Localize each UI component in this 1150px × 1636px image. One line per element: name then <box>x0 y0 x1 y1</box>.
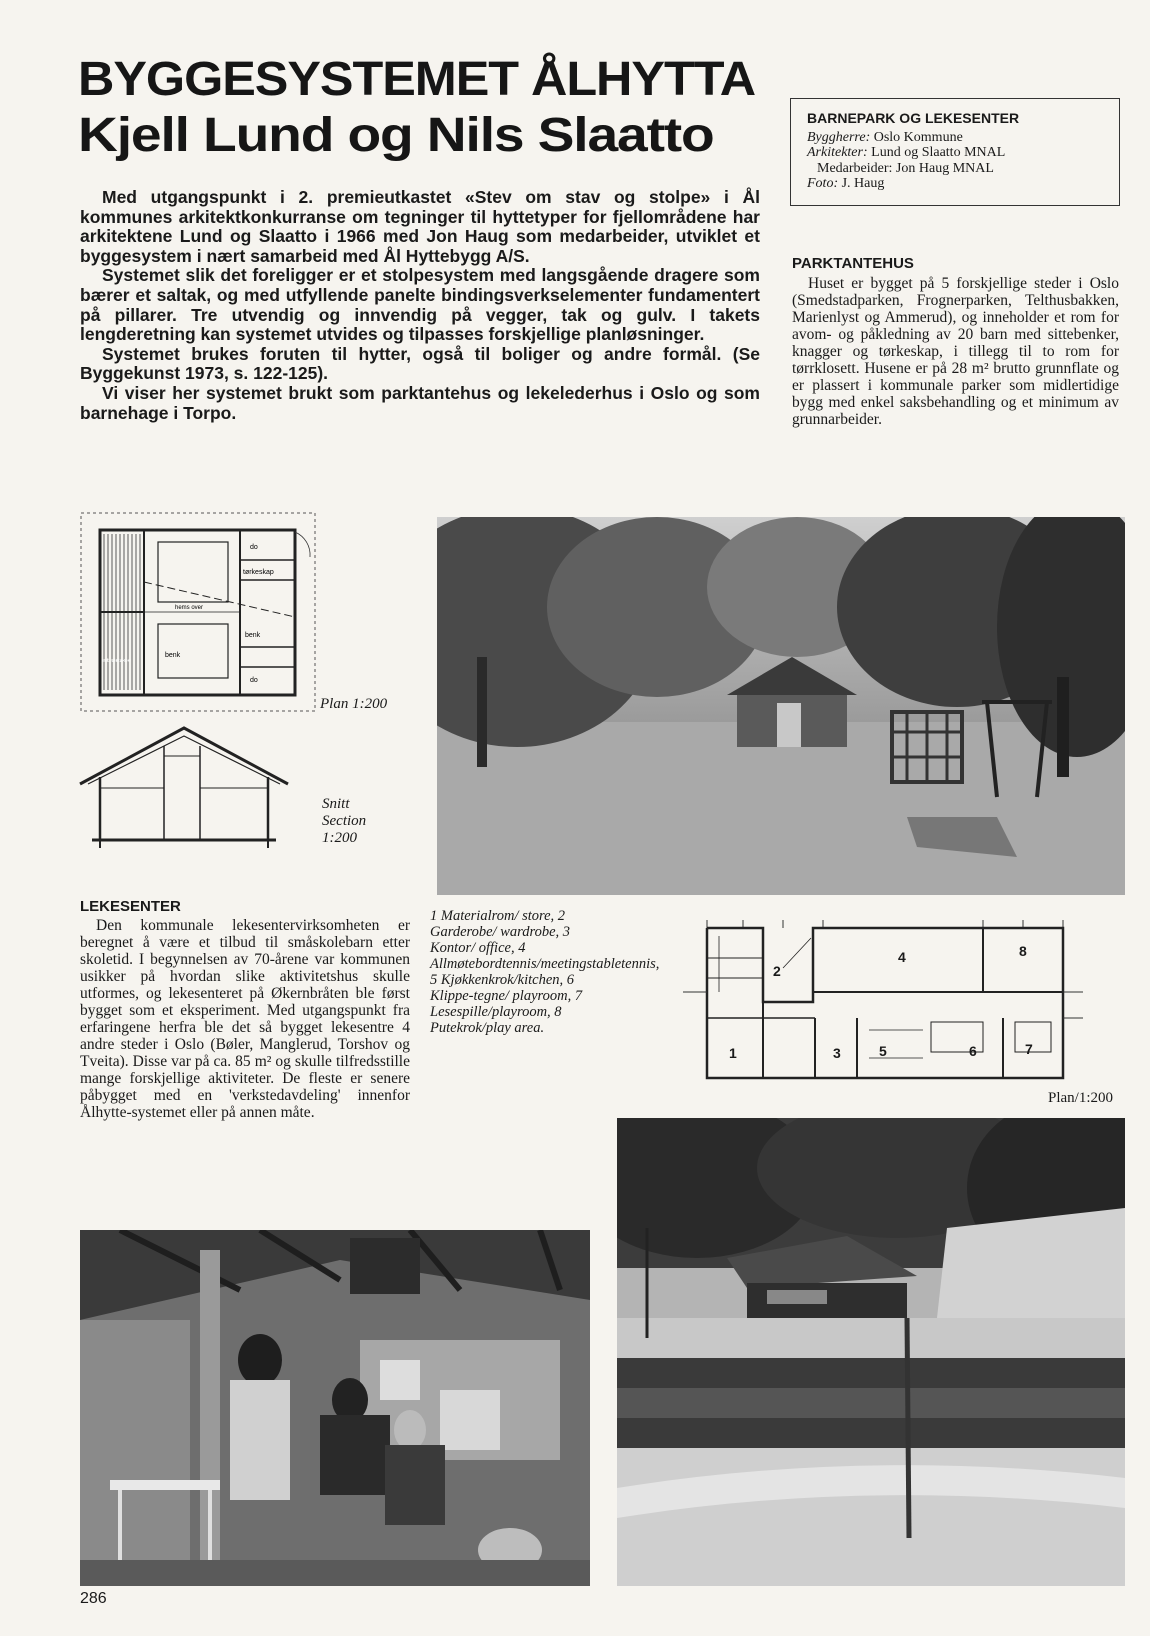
intro-text <box>80 188 760 423</box>
plan-large-caption: Plan/1:200 <box>1048 1090 1114 1106</box>
page-number: 286 <box>80 1590 107 1607</box>
credits-arkitekter: Arkitekter: Lund og Slaatto MNAL <box>807 145 1006 160</box>
room-label: 4 <box>898 949 906 965</box>
parktantehus-section <box>792 255 1119 428</box>
photo-lekesenter-exterior <box>617 1118 1125 1586</box>
plan-caption: Plan 1:200 <box>320 696 388 712</box>
parktantehus-heading: PARKTANTEHUS <box>792 255 914 272</box>
plan-label-torkeskap: tørkeskap <box>243 569 274 576</box>
plan-label-benk: benk <box>245 632 261 639</box>
article-title <box>78 52 798 164</box>
lekesenter-text: Den kommunale lekesentervirksomheten er beregnet å være et tilbud til småskolebarn etter skoletid. I begynnelsen av 70-årene var kommunen usikker på hvordan slike aktivitetshus skulle utformes, og lekesenteret på Økernbråten ble først bygget som et eksperiment. Med utgangspunkt fra erfaringene herfra ble det så bygget lekesentre 4 andre steder i Oslo (Bøler, Manglerud, Torshov og Tveita). Disse var på ca. 85 m² og skulle tilfredsstille mange forskjellige aktiviteter. De fleste er senere påbygget med en 'verkstedavdeling' innenfor Ålhytte-systemet eller på annen måte. <box>80 917 410 1121</box>
lekesenter-section <box>80 898 410 1121</box>
intro-paragraph: Systemet slik det foreligger er et stolpesystem med langsgående dragere som bærer et saltak, og med utfyllende panelte bindingsverkselementer fundamentert på pillarer. Tre utvendig og innvendig på vegger, tak og gulv. I takets lengderetning kan systemet utvides og tilpasses forskjellige planløsninger. <box>80 265 760 345</box>
credits-medarbeider: Medarbeider: Jon Haug MNAL <box>817 160 994 176</box>
lekesenter-heading: LEKESENTER <box>80 898 181 915</box>
room-label: 3 <box>833 1045 841 1061</box>
section-caption-line: 1:200 <box>322 830 357 846</box>
intro-paragraph: Vi viser her systemet brukt som parktantehus og lekelederhus i Oslo og som barnehage i Torpo. <box>80 382 760 423</box>
room-label: 5 <box>879 1043 887 1059</box>
section-caption-line: Snitt <box>322 796 350 812</box>
plan-label-do: do <box>250 544 258 551</box>
plan-label-do: do <box>250 677 258 684</box>
section-drawing <box>78 722 290 850</box>
plan-label-benk: benk <box>165 652 181 659</box>
room-label: 7 <box>1025 1041 1033 1057</box>
plan-label-evt: evt. utetakoe <box>102 658 131 664</box>
plan-drawing-large <box>683 918 1123 1082</box>
credits-foto: Foto: J. Haug <box>807 176 885 191</box>
title-line-1: BYGGESYSTEMET ÅLHYTTA <box>78 53 756 106</box>
parktantehus-text: Huset er bygget på 5 forskjellige steder i Oslo (Smedstadparken, Frognerparken, Telthusbakken, Marienlyst og Ammerud), og inneholder et rom for avom- og påkledning av 20 barn med sittebenker, knagger og tørkeskap, i tillegg til to rom for tørrklosett. Husene er på 28 m² brutto grunnflate og er plassert i kommunale parker som midlertidige bygg med enkel saksbehandling og et minimum av grunnarbeider. <box>792 275 1119 428</box>
credits-box <box>790 98 1120 206</box>
photo-lekesenter-interior <box>80 1230 590 1586</box>
credits-heading: BARNEPARK OG LEKESENTER <box>807 110 1020 126</box>
photo-parktantehus <box>437 517 1125 895</box>
plan-label-hems: hems over <box>175 605 204 611</box>
plan-legend: 1 Materialrom/ store, 2 Garderobe/ wardrobe, 3 Kontor/ office, 4 Allmøtebordtennis/meetingstabletennis, 5 Kjøkkenkrok/kitchen, 6 Klippe-tegne/ playroom, 7 Lesespille/playroom, 8 Putekrok/play area. <box>430 908 660 1036</box>
credits-byggherre: Byggherre: Oslo Kommune <box>807 129 963 145</box>
room-label: 8 <box>1019 943 1027 959</box>
section-caption <box>322 796 366 847</box>
title-line-2: Kjell Lund og Nils Slaatto <box>78 109 714 162</box>
intro-paragraph: Med utgangspunkt i 2. premieutkastet «Stev om stav og stolpe» i Ål kommunes arkitektkonkurranse om tegninger til hyttetyper for fjellområdene har arkitektene Lund og Slaatto i 1966 med Jon Haug som medarbeider, utviklet et byggesystem i nært samarbeid med Ål Hyttebygg A/S. <box>80 187 760 266</box>
section-caption-line: Section <box>322 813 367 829</box>
room-label: 1 <box>729 1045 737 1061</box>
intro-paragraph: Systemet brukes foruten til hytter, også til boliger og andre formål. (Se Byggekunst 1973, s. 122-125). <box>80 343 760 384</box>
room-label: 6 <box>969 1043 977 1059</box>
room-label: 2 <box>773 963 781 979</box>
plan-drawing-small <box>80 512 316 712</box>
